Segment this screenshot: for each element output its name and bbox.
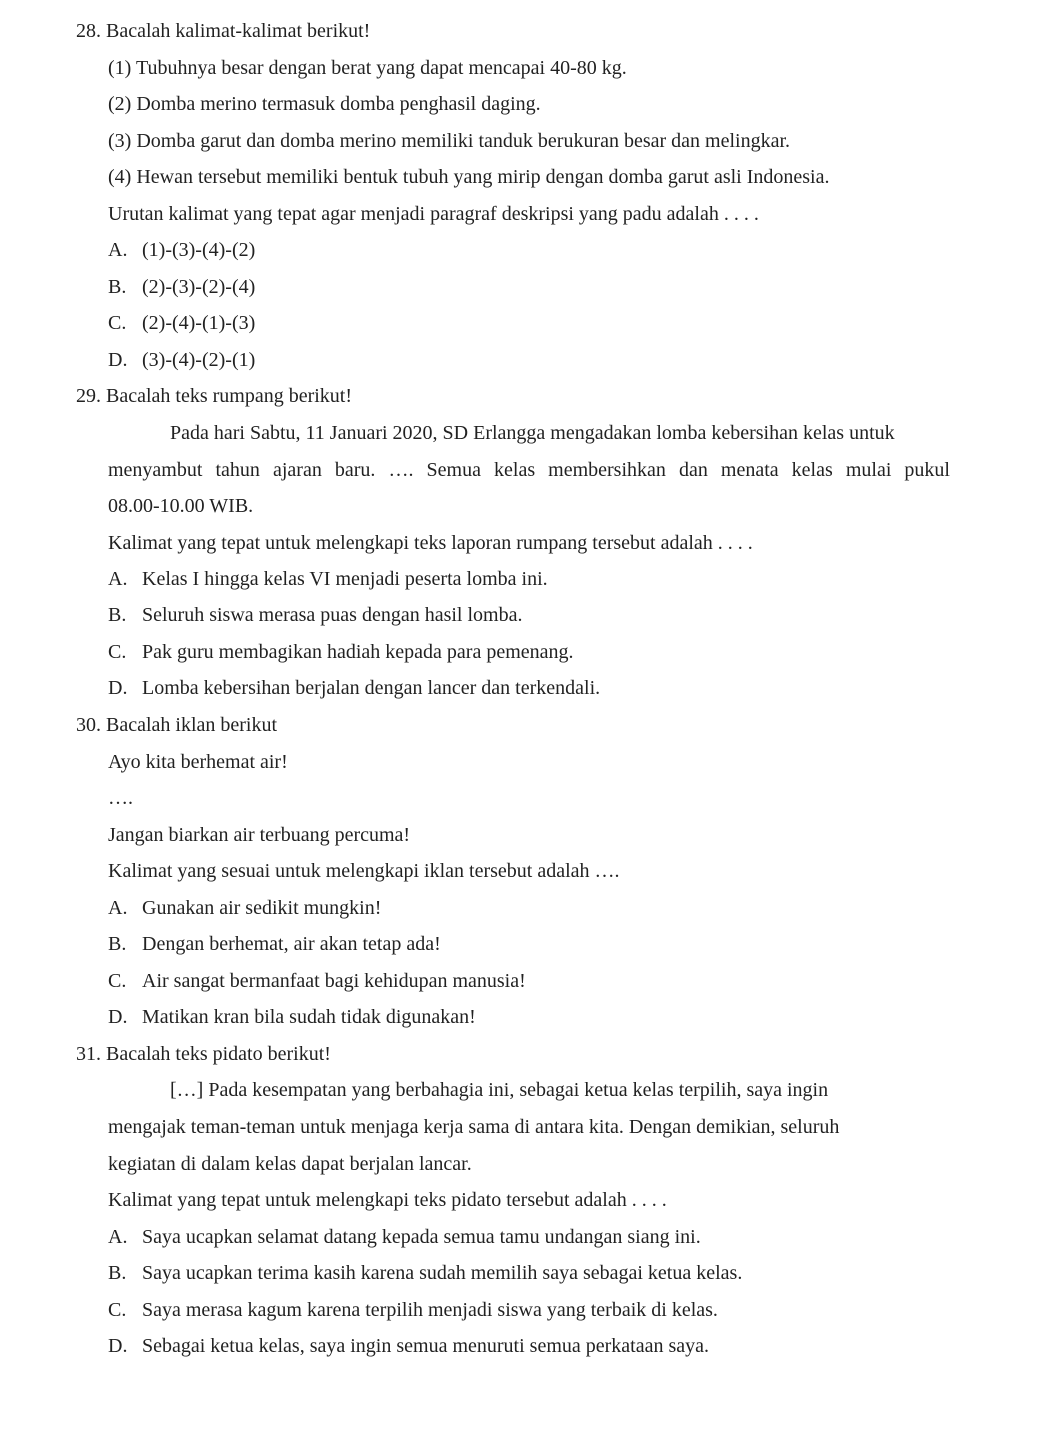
option-text: (2)-(3)-(2)-(4): [142, 276, 256, 298]
question-text: Kalimat yang sesuai untuk melengkapi iklan tersebut adalah ….: [108, 860, 620, 882]
option-text: Saya ucapkan terima kasih karena sudah memilih saya sebagai ketua kelas.: [142, 1262, 743, 1284]
passage-line-3: 08.00-10.00 WIB.: [108, 495, 254, 517]
option-letter: A.: [108, 239, 128, 261]
passage-line-2: menyambut tahun ajaran baru. …. Semua kelas membersihkan dan menata kelas mulai pukul: [108, 459, 950, 481]
question-number: 30.: [76, 714, 101, 736]
option-text: (1)-(3)-(4)-(2): [142, 239, 256, 261]
option-a: [108, 896, 381, 920]
sentence-3: (3) Domba garut dan domba merino memiliki tanduk berukuran besar dan melingkar.: [108, 130, 791, 152]
option-d: [108, 1334, 709, 1358]
option-b: [108, 1261, 742, 1285]
option-letter: A.: [108, 897, 128, 919]
question-text: Kalimat yang tepat untuk melengkapi teks laporan rumpang tersebut adalah . . . .: [108, 532, 753, 554]
sentence-1: (1) Tubuhnya besar dengan berat yang dapat mencapai 40-80 kg.: [108, 57, 627, 79]
option-text: Kelas I hingga kelas VI menjadi peserta lomba ini.: [142, 568, 548, 590]
option-text: (2)-(4)-(1)-(3): [142, 312, 256, 334]
option-d: [108, 1005, 476, 1029]
option-letter: B.: [108, 604, 127, 626]
option-c: [108, 969, 526, 993]
passage-line-1: Pada hari Sabtu, 11 Januari 2020, SD Erlangga mengadakan lomba kebersihan kelas untuk: [170, 422, 895, 444]
question-28-header: [76, 19, 370, 43]
option-letter: C.: [108, 312, 127, 334]
question-29-header: [76, 384, 352, 408]
ad-line-2: ….: [108, 787, 133, 809]
option-text: Air sangat bermanfaat bagi kehidupan manusia!: [142, 970, 526, 992]
option-letter: C.: [108, 641, 127, 663]
ad-line-1: Ayo kita berhemat air!: [108, 751, 288, 773]
option-c: [108, 311, 255, 335]
option-letter: D.: [108, 1335, 128, 1357]
option-letter: D.: [108, 677, 128, 699]
question-number: 28.: [76, 20, 101, 42]
option-text: Saya ucapkan selamat datang kepada semua tamu undangan siang ini.: [142, 1226, 701, 1248]
passage-line-3: kegiatan di dalam kelas dapat berjalan lancar.: [108, 1153, 472, 1175]
option-text: Saya merasa kagum karena terpilih menjadi siswa yang terbaik di kelas.: [142, 1299, 718, 1321]
option-d: [108, 676, 600, 700]
question-prompt: Bacalah iklan berikut: [106, 714, 278, 736]
question-number: 31.: [76, 1043, 101, 1065]
option-letter: B.: [108, 276, 127, 298]
question-number: 29.: [76, 385, 101, 407]
option-text: Lomba kebersihan berjalan dengan lancer dan terkendali.: [142, 677, 601, 699]
question-text: Kalimat yang tepat untuk melengkapi teks pidato tersebut adalah . . . .: [108, 1189, 667, 1211]
question-prompt: Bacalah teks rumpang berikut!: [106, 385, 353, 407]
option-letter: C.: [108, 1299, 127, 1321]
option-text: Gunakan air sedikit mungkin!: [142, 897, 382, 919]
option-text: Pak guru membagikan hadiah kepada para pemenang.: [142, 641, 574, 663]
option-a: [108, 1225, 701, 1249]
option-text: (3)-(4)-(2)-(1): [142, 349, 256, 371]
question-30-header: [76, 713, 277, 737]
option-c: [108, 1298, 718, 1322]
option-a: [108, 238, 255, 262]
sentence-2: (2) Domba merino termasuk domba penghasil daging.: [108, 93, 541, 115]
question-prompt: Bacalah kalimat-kalimat berikut!: [106, 20, 371, 42]
question-prompt: Bacalah teks pidato berikut!: [106, 1043, 331, 1065]
option-text: Dengan berhemat, air akan tetap ada!: [142, 933, 441, 955]
question-31-header: [76, 1042, 331, 1066]
option-b: [108, 603, 522, 627]
option-letter: C.: [108, 970, 127, 992]
option-text: Matikan kran bila sudah tidak digunakan!: [142, 1006, 476, 1028]
option-a: [108, 567, 548, 591]
option-text: Sebagai ketua kelas, saya ingin semua menuruti semua perkataan saya.: [142, 1335, 710, 1357]
option-b: [108, 932, 441, 956]
ad-line-3: Jangan biarkan air terbuang percuma!: [108, 824, 411, 846]
passage-line-2: mengajak teman-teman untuk menjaga kerja sama di antara kita. Dengan demikian, seluruh: [108, 1116, 840, 1138]
option-d: [108, 348, 255, 372]
option-letter: B.: [108, 933, 127, 955]
option-text: Seluruh siswa merasa puas dengan hasil lomba.: [142, 604, 523, 626]
option-letter: A.: [108, 568, 128, 590]
option-letter: B.: [108, 1262, 127, 1284]
sentence-4: (4) Hewan tersebut memiliki bentuk tubuh yang mirip dengan domba garut asli Indonesia.: [108, 166, 830, 188]
question-text: Urutan kalimat yang tepat agar menjadi paragraf deskripsi yang padu adalah . . . .: [108, 203, 759, 225]
option-letter: D.: [108, 1006, 128, 1028]
option-c: [108, 640, 574, 664]
option-letter: A.: [108, 1226, 128, 1248]
option-b: [108, 275, 255, 299]
option-letter: D.: [108, 349, 128, 371]
passage-line-1: […] Pada kesempatan yang berbahagia ini, sebagai ketua kelas terpilih, saya ingin: [170, 1079, 829, 1101]
